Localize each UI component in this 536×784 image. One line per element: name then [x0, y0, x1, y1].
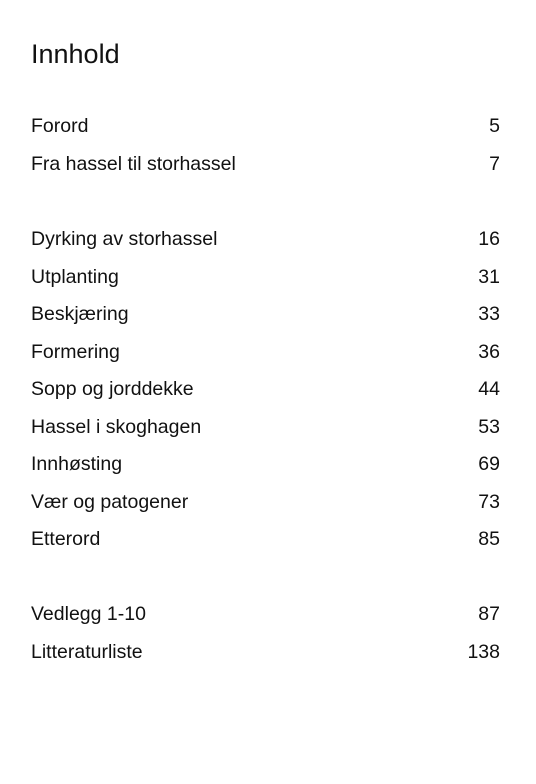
toc-entry-label: Fra hassel til storhassel [31, 152, 236, 175]
toc-entry [31, 221, 500, 259]
toc-entry-label: Etterord [31, 528, 101, 550]
toc-entry [31, 108, 500, 146]
toc-entry-page-number: 7 [489, 152, 500, 175]
toc-entry-page-number: 73 [478, 490, 500, 513]
toc-entry-label: Vedlegg 1-10 [31, 603, 146, 625]
toc-entry-page-number: 16 [478, 228, 500, 250]
toc-entry-label: Hassel i skoghagen [31, 415, 202, 438]
toc-entry-label: Litteraturliste [31, 640, 143, 663]
toc-entry [31, 259, 500, 297]
toc-entry-page-number: 31 [478, 265, 500, 288]
toc-entry-page-number: 69 [478, 453, 500, 475]
toc-entry-page-number: 5 [489, 115, 500, 137]
toc-entry-label: Dyrking av storhassel [31, 228, 218, 250]
toc-entry-page-number: 36 [478, 340, 500, 363]
toc-entry [31, 371, 500, 409]
toc-entry [31, 334, 500, 372]
toc-entry-label: Forord [31, 115, 89, 137]
toc-entry-label: Formering [31, 340, 120, 363]
toc-entry-label: Beskjæring [31, 303, 129, 325]
toc-entry [31, 596, 500, 634]
toc-entry-page-number: 33 [478, 303, 500, 325]
toc-entry [31, 446, 500, 484]
toc-entry [31, 484, 500, 522]
toc-entry-label: Innhøsting [31, 453, 123, 475]
toc-entry-page-number: 138 [467, 640, 500, 663]
toc-entry-label: Vær og patogener [31, 490, 189, 513]
toc-entry [31, 521, 500, 559]
toc-entry [31, 296, 500, 334]
toc-group-intro [31, 108, 500, 183]
toc-entry [31, 634, 500, 672]
toc-entry [31, 146, 500, 184]
toc-entry-page-number: 85 [478, 528, 500, 550]
toc-entry-page-number: 53 [478, 415, 500, 438]
toc-group-appendix [31, 596, 500, 671]
toc-entry-label: Sopp og jorddekke [31, 378, 194, 400]
toc-entry [31, 409, 500, 447]
toc-entry-page-number: 87 [478, 603, 500, 625]
toc-entry-page-number: 44 [478, 378, 500, 400]
toc-entry-label: Utplanting [31, 265, 119, 288]
page-title: Innhold [31, 39, 120, 69]
toc-group-chapters [31, 221, 500, 559]
